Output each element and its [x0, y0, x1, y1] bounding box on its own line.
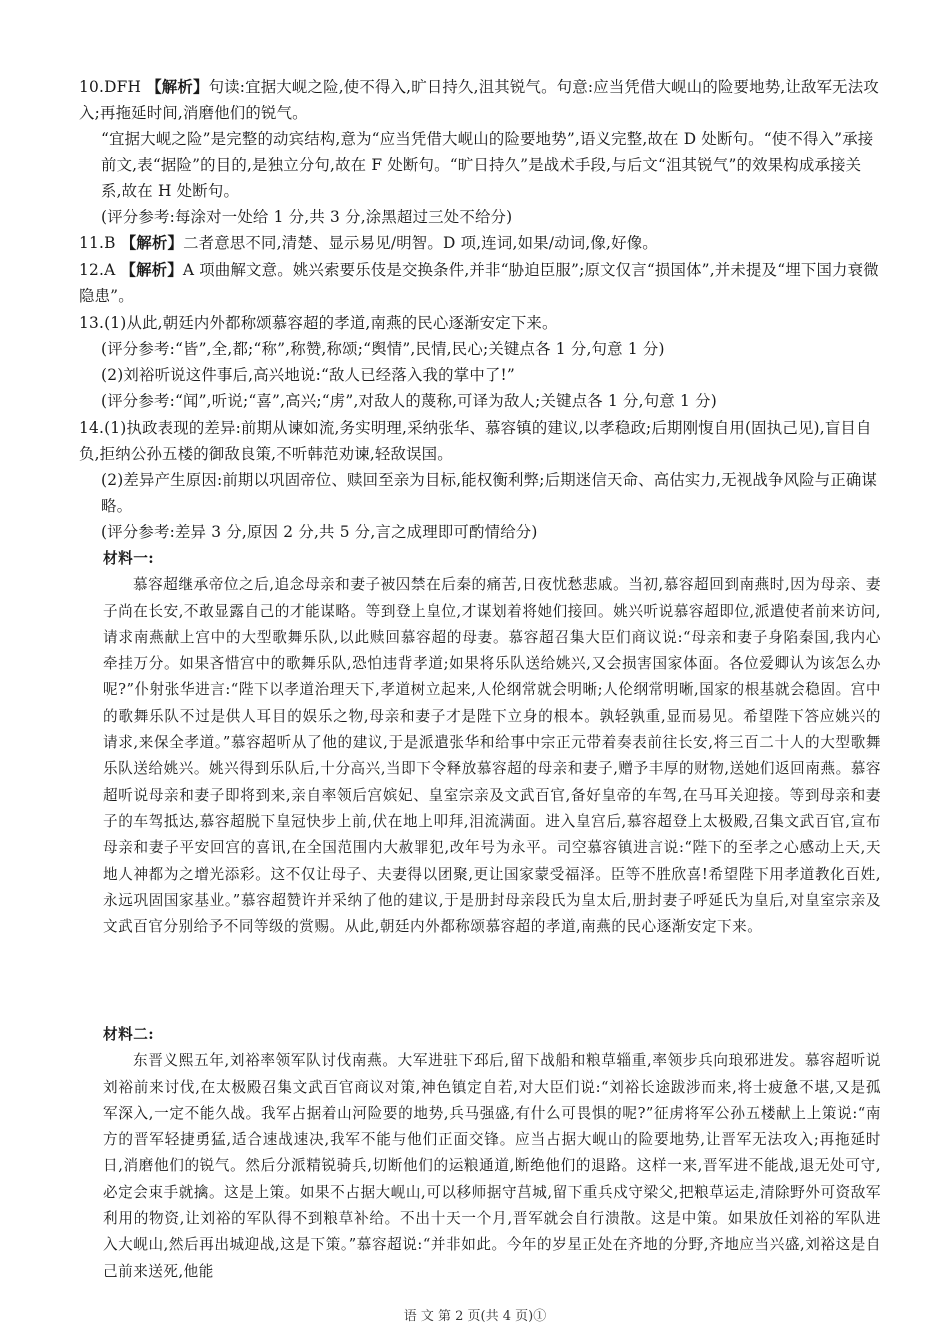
page-footer: 语 文 第 2 页(共 4 页)①: [403, 1309, 547, 1324]
q10-number: 10.DFH: [79, 78, 142, 96]
q10-sentence: 句读:宜据大岘之险,使不得入,旷日持久,沮其锐气。句意:应当凭借大岘山的险要地势,让敌军无法攻入;再拖延时间,消磨他们的锐气。: [79, 78, 879, 122]
material-one: [103, 546, 881, 940]
q13-score2: (评分参考:“闻”,听说;“喜”,高兴;“虏”,对敌人的蔑称,可译为敌人;关键点各 1 分,句意 1 分): [101, 392, 717, 410]
answer-q10: [79, 74, 879, 230]
q13-part1: 13.(1)从此,朝廷内外都称颂慕容超的孝道,南燕的民心逐渐安定下来。: [79, 314, 558, 332]
material-two: [103, 1022, 881, 1285]
answer-q11: [79, 230, 879, 256]
q11-line: [79, 230, 879, 256]
q13-score1: (评分参考:“皆”,全,都;“称”,称赞,称颂;“舆情”,民情,民心;关键点各 1 分,句意 1 分): [101, 340, 665, 358]
material-two-text: 东晋义熙五年,刘裕率领军队讨伐南燕。大军进驻下邳后,留下战船和粮草辎重,率领步兵向琅邪进发。慕容超听说刘裕前来讨伐,在太极殿召集文武百官商议对策,神色镇定自若,对大臣们说:“刘裕长途跋涉而来,将士疲惫不堪,又是孤军深入,一定不能久战。我军占据着山河险要的地势,兵马强盛,有什么可畏惧的呢?”征虏将军公孙五楼献上上策说:“南方的晋军轻捷勇猛,适合速战速决,我军不能与他们正面交锋。应当占据大岘山的险要地势,让晋军无法攻入;再拖延时日,消磨他们的锐气。然后分派精锐骑兵,切断他们的运粮通道,断绝他们的退路。这样一来,晋军进不能战,退无处可守,必定会束手就擒。这是上策。如果不占据大岘山,可以移师据守莒城,留下重兵戍守梁父,把粮草运走,清除野外可资敌军利用的物资,让刘裕的军队得不到粮草补给。不出十天一个月,晋军就会自行溃散。这是中策。如果放任刘裕的军队进入大岘山,然后再出城迎战,这是下策。”慕容超说:“并非如此。今年的岁星正处在齐地的分野,齐地应当兴盛,刘裕这是自己前来送死,他能: [103, 1052, 881, 1280]
q10-analysis-tag: 【解析】: [146, 78, 209, 96]
q11-number: 11.B: [79, 234, 116, 252]
q14-part1: 14.(1)执政表现的差异:前期从谏如流,务实明理,采纳张华、慕容镇的建议,以孝稳政;后期刚愎自用(固执己见),盲目自负,拒纳公孙五楼的御敌良策,不听韩范劝谏,轻敌误国。: [79, 419, 872, 463]
q11-text: 二者意思不同,清楚、显示易见/明智。D 项,连词,如果/动词,像,好像。: [183, 234, 658, 252]
material-one-text: 慕容超继承帝位之后,追念母亲和妻子被囚禁在后秦的痛苦,日夜忧愁悲戚。当初,慕容超回到南燕时,因为母亲、妻子尚在长安,不敢显露自己的才能谋略。等到登上皇位,才谋划着将她们接回。姚兴听说慕容超即位,派遣使者前来访问,请求南燕献上宫中的大型歌舞乐队,以此赎回慕容超的母妻。慕容超召集大臣们商议说:“母亲和妻子身陷秦国,我内心牵挂万分。如果吝惜宫中的歌舞乐队,恐怕违背孝道;如果将乐队送给姚兴,又会损害国家体面。各位爱卿认为该怎么办呢?”仆射张华进言:“陛下以孝道治理天下,孝道树立起来,人伦纲常就会明晰;人伦纲常明晰,国家的根基就会稳固。宫中的歌舞乐队不过是供人耳目的娱乐之物,母亲和妻子才是陛下立身的根本。孰轻孰重,显而易见。希望陛下答应姚兴的请求,来保全孝道。”慕容超听从了他的建议,于是派遣张华和给事中宗正元带着奏表前往长安,将三百二十人的大型歌舞乐队送给姚兴。姚兴得到乐队后,十分高兴,当即下令释放慕容超的母亲和妻子,赠予丰厚的财物,送她们返回南燕。慕容超听说母亲和妻子即将到来,亲自率领后宫嫔妃、皇室宗亲及文武百官,备好皇帝的车驾,在马耳关迎接。等到母亲和妻子的车驾抵达,慕容超脱下皇冠快步上前,伏在地上叩拜,泪流满面。进入皇宫后,慕容超登上太极殿,召集文武百官,宣布母亲和妻子平安回宫的喜讯,在全国范围内大赦罪犯,改年号为永平。司空慕容镇进言说:“陛下的至孝之心感动上天,天地人神都为之增光添彩。这不仅让母子、夫妻得以团聚,更让国家蒙受福泽。臣等不胜欣喜!希望陛下用孝道教化百姓,永远巩固国家基业。”慕容超赞许并采纳了他的建议,于是册封母亲段氏为皇太后,册封妻子呼延氏为皇后,对皇室宗亲及文武百官分别给予不同等级的赏赐。从此,朝廷内外都称颂慕容超的孝道,南燕的民心逐渐安定下来。: [103, 576, 881, 936]
q10-line: [79, 74, 879, 126]
material-two-heading: 材料二:: [103, 1026, 155, 1043]
q10-analysis: “宜据大岘之险”是完整的动宾结构,意为“应当凭借大岘山的险要地势”,语义完整,故在 D 处断句。“使不得入”承接前文,表“据险”的目的,是独立分句,故在 F 处断句。“旷日持久”是战术手段,与后文“沮其锐气”的效果构成承接关系,故在 H 处断句。: [101, 130, 874, 200]
q14-part2: (2)差异产生原因:前期以巩固帝位、赎回至亲为目标,能权衡利弊;后期迷信天命、高估实力,无视战争风险与正确谋略。: [101, 471, 878, 515]
q12-text: A 项曲解文意。姚兴索要乐伎是交换条件,并非“胁迫臣服”;原文仅言“损国体”,并未提及“埋下国力衰微隐患”。: [79, 261, 879, 305]
q12-number: 12.A: [79, 261, 116, 279]
answer-q13: [79, 310, 879, 414]
q14-scoring: (评分参考:差异 3 分,原因 2 分,共 5 分,言之成理即可酌情给分): [101, 523, 538, 541]
q11-analysis-tag: 【解析】: [120, 234, 184, 252]
q10-scoring: (评分参考:每涂对一处给 1 分,共 3 分,涂黑超过三处不给分): [101, 208, 513, 226]
answer-q14: [79, 415, 879, 545]
q13-part2: (2)刘裕听说这件事后,高兴地说:“敌人已经落入我的掌中了!”: [101, 366, 515, 384]
answer-q12: [79, 257, 879, 309]
q12-analysis-tag: 【解析】: [120, 261, 183, 279]
material-one-heading: 材料一:: [103, 550, 155, 567]
q12-line: [79, 257, 879, 309]
